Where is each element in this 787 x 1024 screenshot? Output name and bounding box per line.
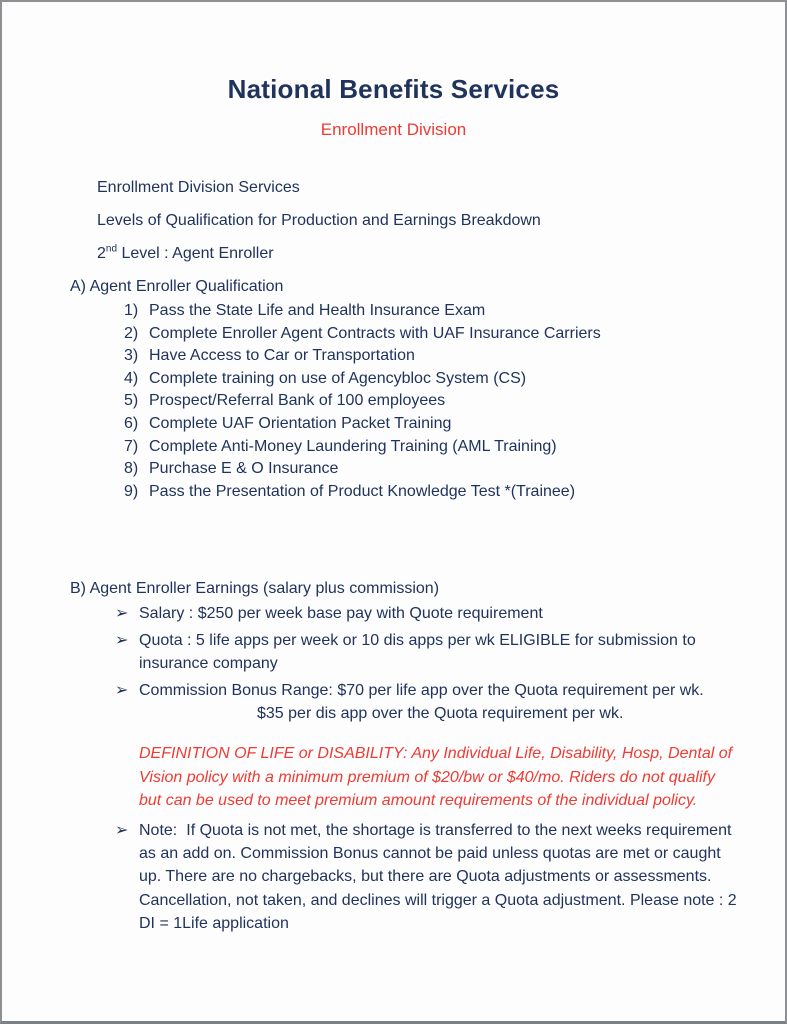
item-text: Complete Anti-Money Laundering Training (AML Training) <box>149 437 557 455</box>
qualification-item <box>2 300 785 323</box>
commission-line-1: Commission Bonus Range: $70 per life app over the Quota requirement per wk. <box>139 681 704 699</box>
bullet-item-quota <box>115 629 785 676</box>
intro-line-services: Enrollment Division Services <box>97 179 300 196</box>
item-number: 9) <box>124 482 139 500</box>
qualification-item <box>2 323 785 346</box>
qualification-item <box>2 436 785 459</box>
arrow-bullet-icon: ➢ <box>115 605 129 623</box>
item-text: Purchase E & O Insurance <box>149 460 339 478</box>
qualification-item <box>2 345 785 368</box>
item-number: 7) <box>124 437 139 455</box>
bullet-text <box>139 679 740 726</box>
item-text: Complete training on use of Agencybloc System (CS) <box>149 369 527 387</box>
item-number: 8) <box>124 460 139 478</box>
page-subtitle: Enrollment Division <box>320 120 467 139</box>
level-number: 2 <box>97 245 106 262</box>
note-label: Note: <box>139 821 178 839</box>
commission-line-2: $35 per dis app over the Quota requirement per wk. <box>257 704 624 722</box>
level-ordinal-suffix: nd <box>105 243 118 255</box>
qualification-item <box>2 458 785 481</box>
bullet-text: Quota : 5 life apps per week or 10 dis apps per wk ELIGIBLE for submission to insurance company <box>139 631 696 673</box>
qualification-item <box>2 390 785 413</box>
arrow-bullet-icon: ➢ <box>115 631 129 649</box>
note-section <box>115 819 785 935</box>
item-text: Have Access to Car or Transportation <box>149 347 415 365</box>
item-number: 3) <box>124 347 139 365</box>
definition-paragraph: DEFINITION OF LIFE or DISABILITY: Any Individual Life, Disability, Hosp, Dental of Vision policy with a minimum premium of $20/bw or $40/mo. Riders do not qualify but can be used to meet premium amount requirements of the individual policy. <box>139 745 733 809</box>
item-number: 6) <box>124 414 139 432</box>
intro-line-levels: Levels of Qualification for Production and Earnings Breakdown <box>97 212 541 229</box>
item-text: Pass the Presentation of Product Knowledge Test *(Trainee) <box>149 482 576 500</box>
item-number: 5) <box>124 392 139 410</box>
page-title: National Benefits Services <box>227 74 560 104</box>
item-text: Complete UAF Orientation Packet Training <box>149 414 452 432</box>
item-text: Pass the State Life and Health Insurance Exam <box>149 302 486 319</box>
bullet-text: Salary : $250 per week base pay with Quote requirement <box>139 605 543 623</box>
arrow-bullet-icon: ➢ <box>115 681 129 699</box>
level-line <box>97 243 785 264</box>
item-text: Complete Enroller Agent Contracts with UAF Insurance Carriers <box>149 324 601 342</box>
note-item <box>115 819 785 935</box>
section-b-heading: B) Agent Enroller Earnings (salary plus commission) <box>70 580 440 598</box>
section-a-heading: A) Agent Enroller Qualification <box>70 278 284 295</box>
item-number: 1) <box>124 302 139 319</box>
qualification-item <box>2 481 785 504</box>
arrow-bullet-icon: ➢ <box>115 821 129 839</box>
qualification-item <box>2 413 785 436</box>
item-text: Prospect/Referral Bank of 100 employees <box>149 392 446 410</box>
note-text-block <box>139 819 740 935</box>
item-number: 4) <box>124 369 139 387</box>
qualification-list <box>2 300 785 503</box>
level-text: Level : Agent Enroller <box>117 245 274 262</box>
earnings-bullet-list <box>115 602 785 725</box>
intro-section <box>97 177 785 264</box>
bullet-item-salary <box>115 602 785 625</box>
item-number: 2) <box>124 324 139 342</box>
note-text: If Quota is not met, the shortage is transferred to the next weeks requirement as an add on. Commission Bonus cannot be paid unless quotas are met or caught up. There are no chargebacks, but there are Quota adjustments or assessments. Cancellation, not taken, and declines will trigger a Quota adjustment. Please note : 2 DI = 1Life application <box>139 821 737 932</box>
qualification-item <box>2 368 785 391</box>
bullet-item-commission <box>115 679 785 726</box>
